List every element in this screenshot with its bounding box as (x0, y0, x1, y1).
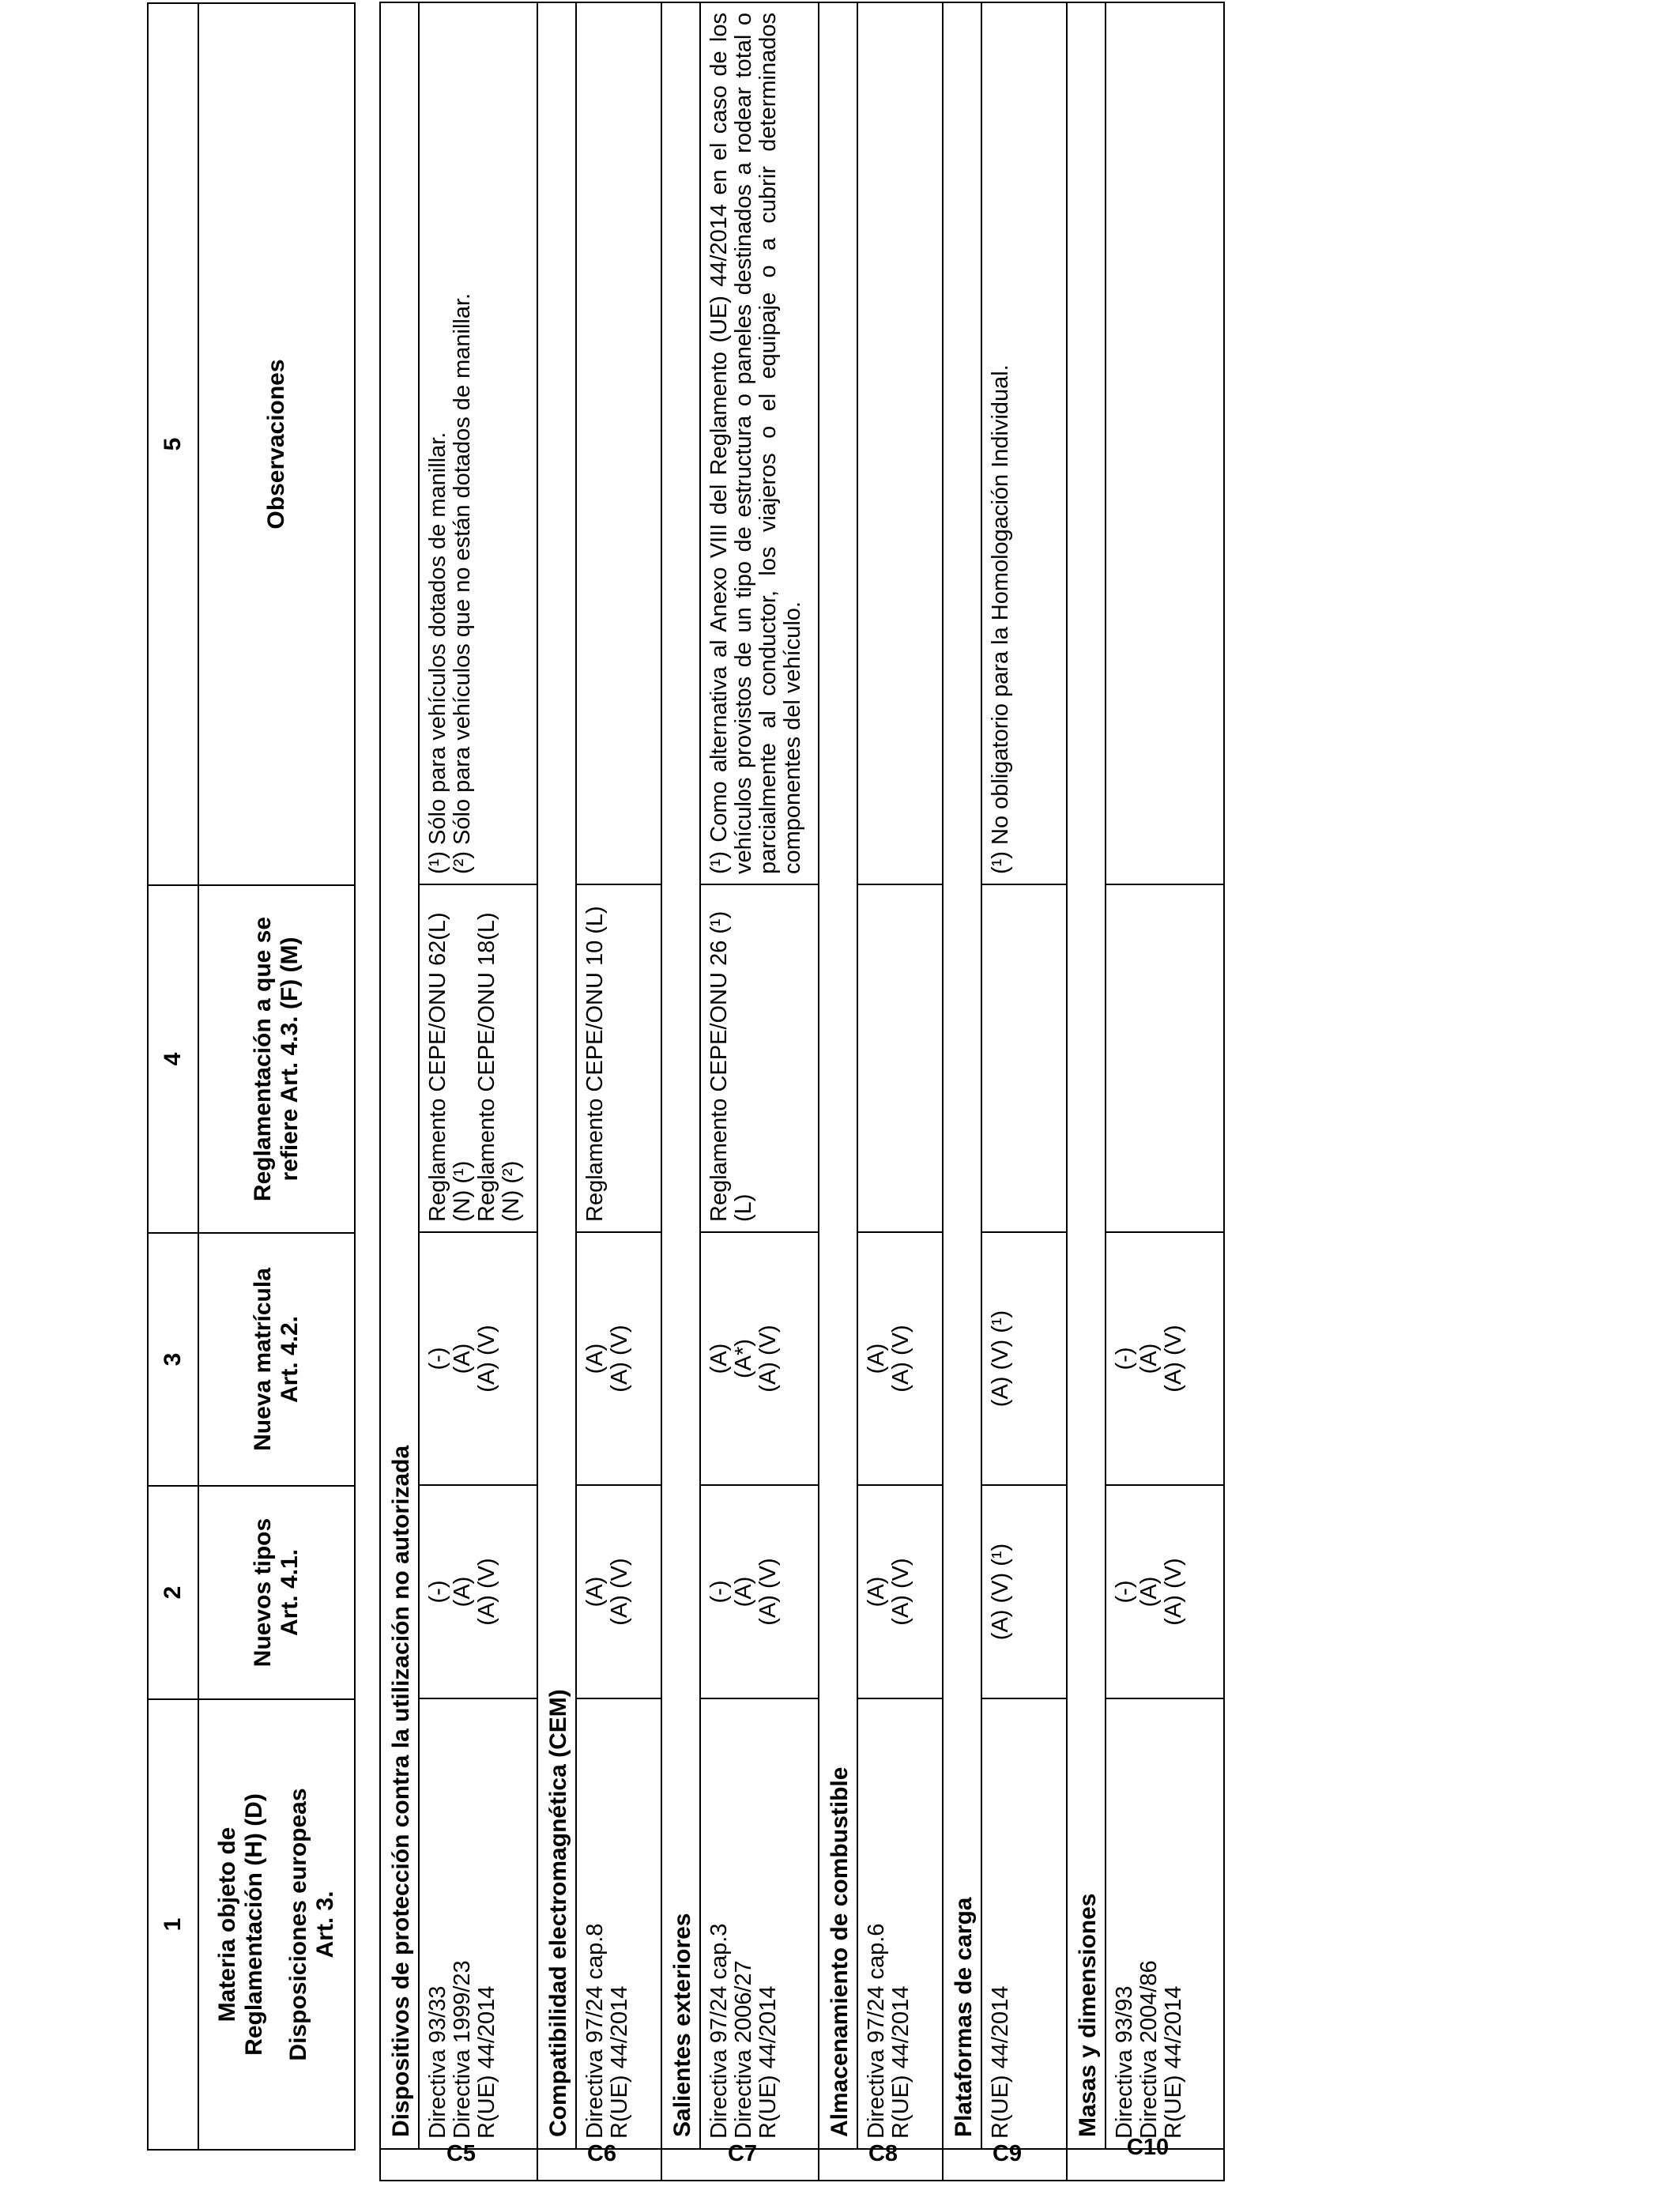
column-number-5: 5 (148, 3, 198, 885)
header-spacer-2 (198, 2150, 355, 2181)
col4-line1: Reglamentación a que se (250, 916, 276, 1202)
column-title-2 (198, 1486, 355, 1699)
table-body (379, 2, 1225, 2181)
table-header (147, 2, 356, 2181)
nuevos-tipos-line: (A) (V) (1161, 1558, 1186, 1626)
nueva-matricula-line: (A*) (731, 1339, 756, 1378)
nuevos-tipos-line: (A) (V) (755, 1558, 781, 1626)
column-number-4: 4 (148, 885, 198, 1233)
section-title: Compatibilidad electromagnética (CEM) (537, 2, 576, 2149)
nuevos-tipos-cell (981, 1485, 1067, 1698)
column-title-3 (198, 1233, 355, 1486)
reglamentacion-line: Reglamento CEPE/ONU 18(L) (474, 912, 499, 1222)
disposiciones-cell (700, 1698, 819, 2149)
row-code: C5 (446, 2140, 476, 2166)
column-number-2: 2 (148, 1486, 198, 1699)
col3-line1: Nueva matrícula (250, 1268, 276, 1451)
row-code: C7 (727, 2140, 757, 2166)
reglamentacion-line: Reglamento CEPE/ONU 62(L) (425, 912, 450, 1222)
nuevos-tipos-line: (-) (425, 1580, 450, 1604)
nuevos-tipos-line: (A) (731, 1576, 756, 1608)
nuevos-tipos-line: (A) (V) (888, 1558, 913, 1626)
disposiciones-line: R(UE) 44/2014 (888, 1985, 913, 2139)
nueva-matricula-line: (A) (V) (607, 1325, 632, 1393)
nuevos-tipos-cell (419, 1485, 537, 1698)
row-code-cell (943, 2140, 1067, 2181)
nuevos-tipos-line: (A) (864, 1576, 889, 1608)
nueva-matricula-cell (576, 1232, 661, 1485)
disposiciones-line: Directiva 93/93 (1112, 1985, 1137, 2139)
disposiciones-line: Directiva 93/33 (425, 1985, 450, 2139)
section-header-row (819, 2, 857, 2181)
nuevos-tipos-cell (1106, 1485, 1224, 1698)
column-title-5: Observaciones (198, 3, 355, 885)
nueva-matricula-cell (1106, 1232, 1224, 1485)
nuevos-tipos-line: (-) (706, 1580, 732, 1604)
row-code-cell (537, 2140, 661, 2181)
nuevos-tipos-cell (700, 1485, 819, 1698)
nueva-matricula-line: (A) (1136, 1343, 1162, 1374)
table-row (981, 2, 1067, 2181)
column-title-1 (198, 1699, 355, 2150)
reglamentacion-cell (700, 884, 819, 1232)
reglamentacion-line: (N) (²) (499, 1160, 524, 1222)
disposiciones-cell (981, 1698, 1067, 2149)
section-header-row (380, 2, 419, 2181)
col1-line2: Reglamentación (H) (D) (241, 1793, 267, 2056)
nuevos-tipos-line: (-) (1112, 1580, 1137, 1604)
nueva-matricula-line: (-) (1112, 1347, 1137, 1370)
disposiciones-cell (419, 1698, 537, 2149)
observaciones-line: (¹) No obligatorio para la Homologación Individual. (988, 364, 1013, 874)
nueva-matricula-line: (A) (V) (474, 1325, 499, 1393)
nuevos-tipos-line: (A) (582, 1576, 608, 1608)
section-header-row (1067, 2, 1106, 2181)
section-title: Masas y dimensiones (1067, 2, 1106, 2149)
disposiciones-line: Directiva 97/24 cap.3 (706, 1923, 732, 2139)
nueva-matricula-line: (A) (V) (755, 1325, 781, 1393)
observaciones-cell (419, 2, 537, 884)
nueva-matricula-cell (419, 1232, 537, 1485)
section-header-row (537, 2, 576, 2181)
col4-line2: refiere Art. 4.3. (F) (M) (277, 937, 303, 1182)
observaciones-cell (576, 2, 661, 884)
nuevos-tipos-line: (A) (V) (¹) (988, 1543, 1013, 1641)
nueva-matricula-line: (A) (706, 1343, 732, 1374)
row-code-cell (1067, 2134, 1224, 2181)
observaciones-line: (²) Sólo para vehículos que no están dotados de manillar. (450, 292, 475, 874)
section-title: Dispositivos de protección contra la utilización no autorizada (380, 2, 419, 2149)
reglamentacion-line: (N) (¹) (450, 1160, 475, 1222)
reglamentacion-line: Reglamento CEPE/ONU 26 (¹) (706, 910, 732, 1222)
nueva-matricula-line: (A) (582, 1343, 608, 1374)
row-code-cell (661, 2140, 819, 2181)
reglamentacion-cell (981, 884, 1067, 1232)
column-number-1: 1 (148, 1699, 198, 2150)
observaciones-line: (¹) Sólo para vehículos dotados de manillar. (425, 432, 450, 874)
col1-line3: Disposiciones europeas (285, 1788, 311, 2061)
nueva-matricula-line: (A) (V) (1161, 1325, 1186, 1393)
table-row (1106, 2, 1224, 2181)
row-code: C8 (868, 2140, 898, 2166)
nuevos-tipos-line: (A) (V) (607, 1558, 632, 1626)
nueva-matricula-line: (-) (425, 1347, 450, 1370)
disposiciones-cell (1106, 1698, 1224, 2149)
nueva-matricula-cell (981, 1232, 1067, 1485)
section-title: Salientes exteriores (661, 2, 700, 2149)
disposiciones-line: R(UE) 44/2014 (607, 1985, 632, 2139)
disposiciones-line: R(UE) 44/2014 (755, 1985, 781, 2139)
disposiciones-line: Directiva 2004/86 (1136, 1960, 1162, 2139)
section-title: Almacenamiento de combustible (819, 2, 857, 2149)
observaciones-cell (1106, 2, 1224, 884)
disposiciones-line: Directiva 2006/27 (731, 1960, 756, 2139)
row-code: C10 (1126, 2134, 1169, 2160)
nuevos-tipos-cell (857, 1485, 943, 1698)
nuevos-tipos-cell (576, 1485, 661, 1698)
disposiciones-line: Directiva 1999/23 (450, 1960, 475, 2139)
table-row (700, 2, 819, 2181)
column-number-3: 3 (148, 1233, 198, 1486)
observaciones-line: (¹) Como alternativa al Anexo VIII del Reglamento (UE) 44/2014 en el caso de los vehículos provistos de un tipo de estructura o paneles destinados a rodear total o parcialmente al conductor, los viajeros o el equipaje o a cubrir determinados componentes del vehículo. (706, 13, 805, 874)
section-title: Plataformas de carga (943, 2, 981, 2149)
disposiciones-line: R(UE) 44/2014 (474, 1985, 499, 2139)
nueva-matricula-line: (A) (V) (¹) (988, 1310, 1013, 1408)
column-title-4 (198, 885, 355, 1233)
header-spacer (148, 2150, 198, 2181)
table-row (419, 2, 537, 2181)
row-code: C9 (992, 2140, 1022, 2166)
nuevos-tipos-line: (A) (V) (474, 1558, 499, 1626)
disposiciones-cell (857, 1698, 943, 2149)
disposiciones-line: R(UE) 44/2014 (1161, 1985, 1186, 2139)
section-header-row (661, 2, 700, 2181)
nueva-matricula-line: (A) (V) (888, 1325, 913, 1393)
observaciones-cell (857, 2, 943, 884)
reglamentacion-cell (419, 884, 537, 1232)
col2-line2: Art. 4.1. (277, 1548, 303, 1637)
row-code-cell (380, 2140, 537, 2181)
reglamentacion-cell (857, 884, 943, 1232)
disposiciones-line: Directiva 97/24 cap.8 (582, 1923, 608, 2139)
nueva-matricula-line: (A) (450, 1343, 475, 1374)
table-row (857, 2, 943, 2181)
col2-line1: Nuevos tipos (250, 1517, 276, 1668)
reglamentacion-cell (576, 884, 661, 1232)
row-code: C6 (586, 2140, 616, 2166)
observaciones-cell (981, 2, 1067, 884)
reglamentacion-line: (L) (731, 1193, 756, 1222)
nueva-matricula-line: (A) (864, 1343, 889, 1374)
reglamentacion-cell (1106, 884, 1224, 1232)
disposiciones-line: Directiva 97/24 cap.6 (864, 1923, 889, 2139)
col1-line1: Materia objeto de (214, 1826, 240, 2022)
table-row (576, 2, 661, 2181)
nueva-matricula-cell (857, 1232, 943, 1485)
disposiciones-cell (576, 1698, 661, 2149)
col1-line4: Art. 3. (312, 1891, 338, 1958)
disposiciones-line: R(UE) 44/2014 (988, 1985, 1013, 2139)
nuevos-tipos-line: (A) (1136, 1576, 1162, 1608)
reglamentacion-line: Reglamento CEPE/ONU 10 (L) (582, 906, 608, 1222)
observaciones-cell (700, 2, 819, 884)
row-code-cell (819, 2140, 943, 2181)
col3-line2: Art. 4.2. (277, 1315, 303, 1404)
nuevos-tipos-line: (A) (450, 1576, 475, 1608)
section-header-row (943, 2, 981, 2181)
nueva-matricula-cell (700, 1232, 819, 1485)
